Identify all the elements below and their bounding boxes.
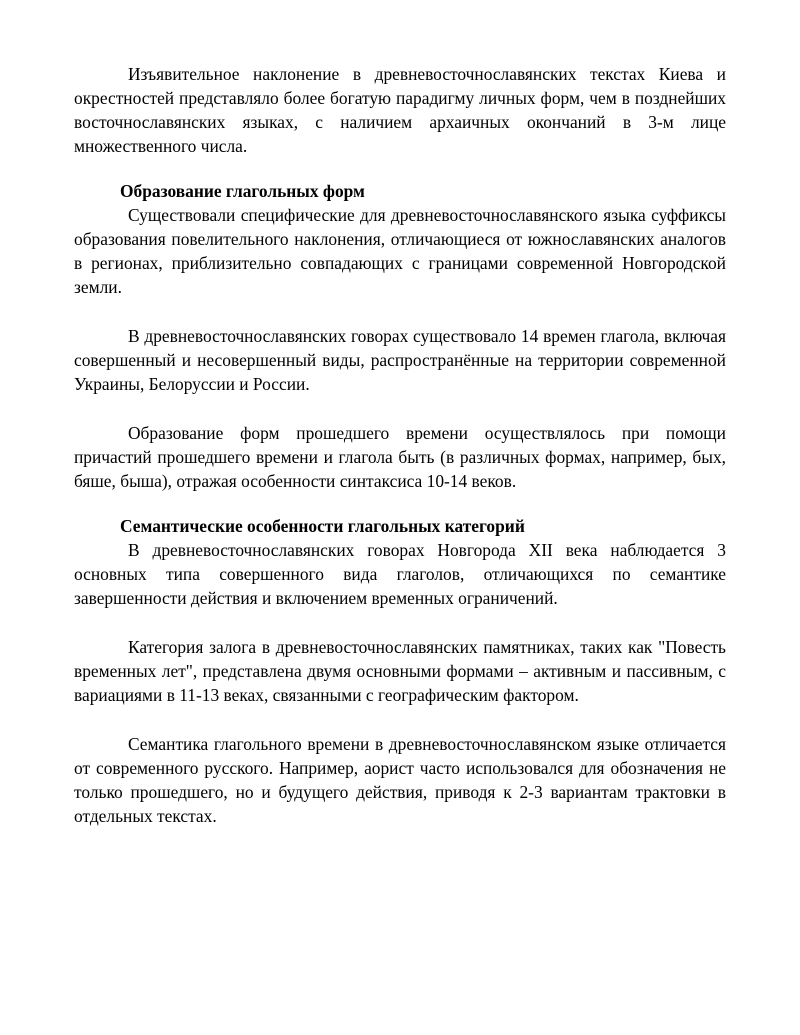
spacer [74, 158, 726, 179]
section-heading-semantic-features: Семантические особенности глагольных категорий [120, 516, 525, 536]
paragraph-past-tense-formation: Образование форм прошедшего времени осуществлялось при помощи причастий прошедшего времени и глагола быть (в различных формах, например, бых, бяше, быша), отражая особенности синтаксиса 10-14 веков. [74, 423, 726, 491]
paragraph-imperative-suffixes: Существовали специфические для древневосточнославянского языка суффиксы образования повелительного наклонения, отличающиеся от южнославянских аналогов в регионах, приблизительно совпадающих с границами современной Новгородской земли. [74, 205, 726, 297]
paragraph-indicative-mood: Изъявительное наклонение в древневосточнославянских текстах Киева и окрестностей представляло более богатую парадигму личных форм, чем в позднейших восточнославянских языках, с наличием архаичных окончаний в 3-м лице множественного числа. [74, 64, 726, 156]
paragraph-tense-semantics: Семантика глагольного времени в древневосточнославянском языке отличается от современного русского. Например, аорист часто использовался для обозначения не только прошедшего, но и будущего действия, приводя к 2-3 вариантам трактовки в отдельных текстах. [74, 734, 726, 826]
paragraph-voice-category: Категория залога в древневосточнославянских памятниках, таких как "Повесть временных лет", представлена двумя основными формами – активным и пассивным, с вариациями в 11-13 веках, связанными с географическим фактором. [74, 637, 726, 705]
paragraph-verb-tenses: В древневосточнославянских говорах существовало 14 времен глагола, включая совершенный и несовершенный виды, распространённые на территории современной Украины, Белоруссии и России. [74, 326, 726, 394]
paragraph-perfective-aspect: В древневосточнославянских говорах Новгорода XII века наблюдается 3 основных типа совершенного вида глаголов, отличающихся по семантике завершенности действия и включением временных ограничений. [74, 540, 726, 608]
document-page [74, 62, 726, 853]
spacer [74, 493, 726, 514]
section-heading-verb-formation: Образование глагольных форм [120, 181, 365, 201]
